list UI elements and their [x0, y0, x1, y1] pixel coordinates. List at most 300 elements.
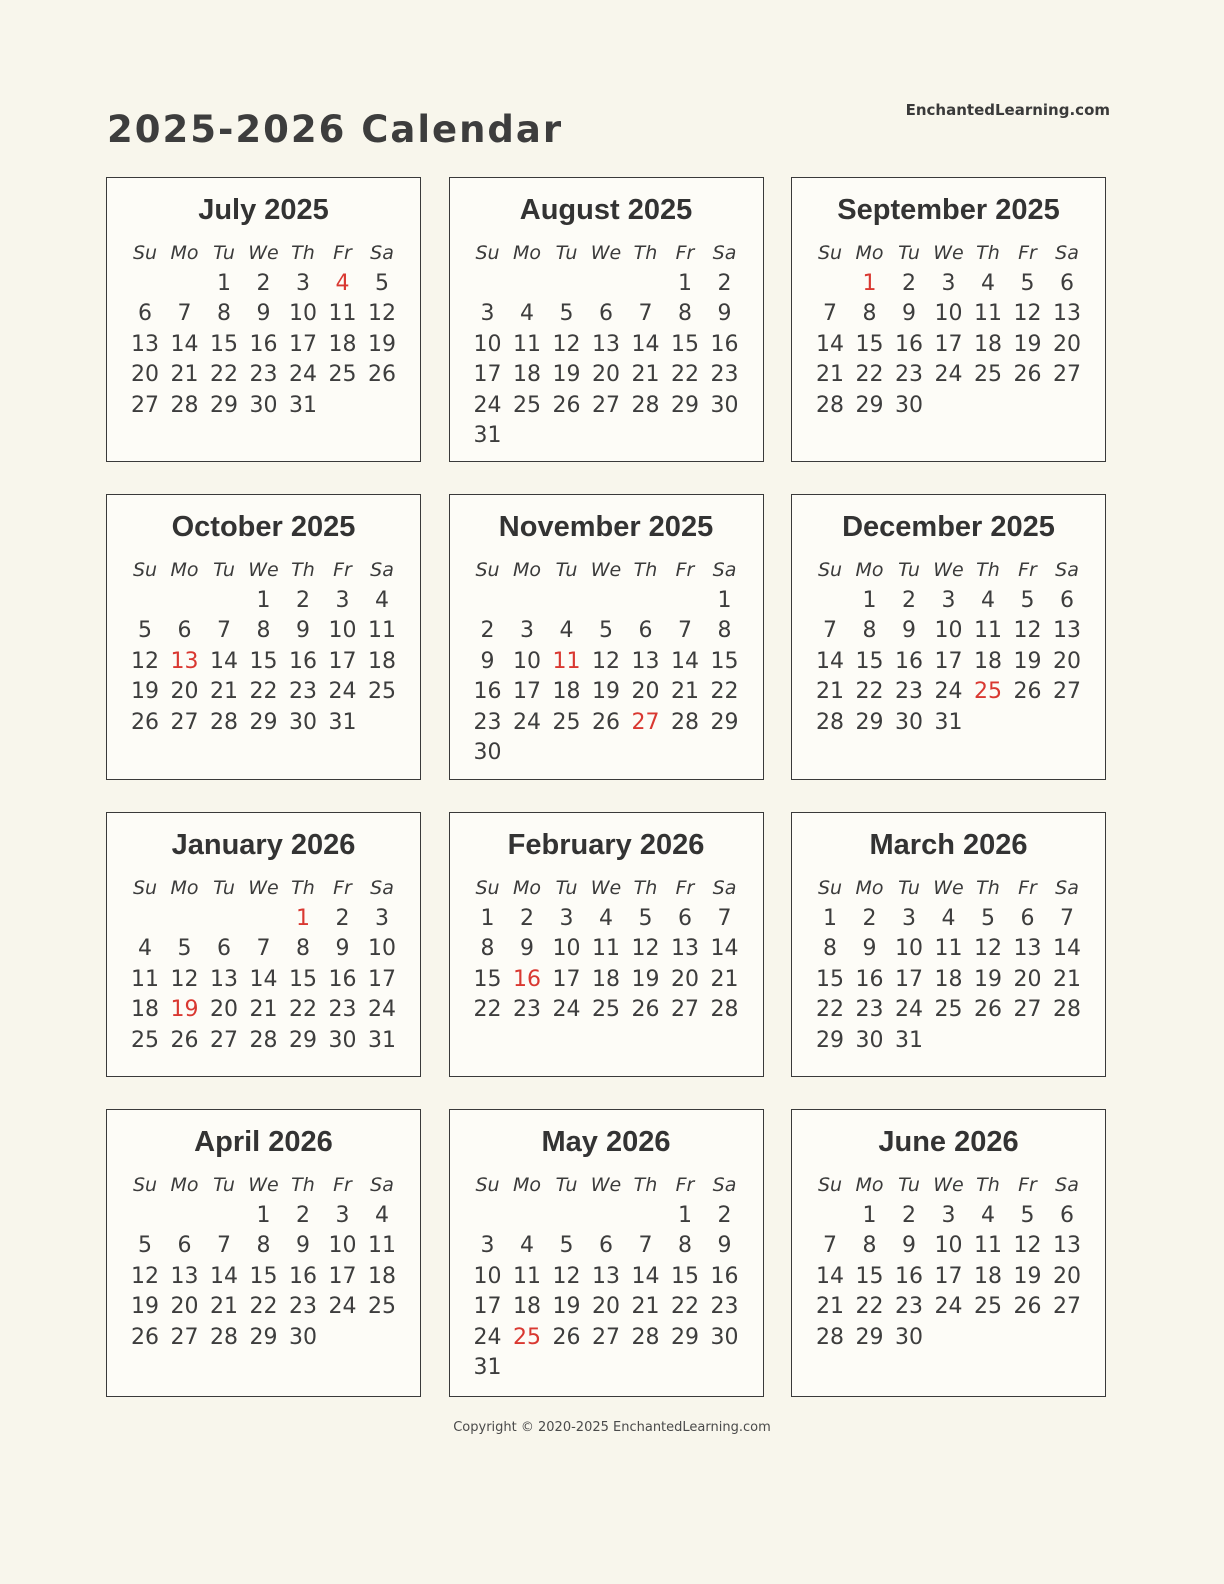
day-cell: 31: [895, 1027, 923, 1053]
day-cell: 24: [289, 362, 317, 387]
day-cell: 24: [473, 1324, 502, 1350]
day-cell: 7: [217, 1233, 231, 1258]
empty-day-cell: [626, 269, 666, 300]
month-title: February 2026: [507, 829, 705, 861]
day-cell: 16: [289, 1263, 317, 1289]
day-cell: 17: [289, 331, 317, 357]
day-cell: 23: [289, 1294, 317, 1319]
day-of-week-header: We: [248, 877, 279, 899]
empty-day-cell: [665, 738, 705, 769]
holiday-day-cell: 1: [862, 270, 877, 296]
day-cell: 30: [289, 709, 317, 735]
month-card-october-2025: [106, 494, 421, 780]
empty-day-cell: [125, 269, 165, 300]
day-cell: 29: [816, 1027, 844, 1053]
empty-day-cell: [125, 586, 165, 617]
page-title: 2025-2026 Calendar: [107, 108, 564, 151]
day-of-week-header: Sa: [712, 559, 737, 581]
day-cell: 17: [328, 1263, 357, 1289]
day-cell: 10: [552, 936, 581, 961]
day-cell: 6: [1060, 270, 1074, 296]
day-cell: 7: [1060, 905, 1074, 931]
day-cell: 29: [855, 392, 884, 418]
day-cell: 21: [210, 1294, 238, 1319]
copyright-notice: Copyright © 2020-2025 EnchantedLearning.com: [453, 1420, 771, 1435]
day-cell: 30: [855, 1027, 884, 1053]
day-cell: 1: [862, 587, 877, 613]
day-cell: 13: [210, 966, 238, 992]
day-cell: 30: [249, 392, 278, 418]
day-cell: 18: [368, 648, 396, 674]
day-cell: 10: [328, 618, 357, 643]
day-of-week-header: Su: [817, 559, 843, 581]
day-of-week-header: Th: [976, 242, 1000, 264]
day-cell: 6: [1020, 905, 1035, 931]
day-cell: 14: [710, 936, 739, 961]
day-cell: 13: [671, 936, 699, 961]
day-cell: 3: [941, 270, 956, 296]
day-cell: 9: [296, 1233, 310, 1258]
empty-day-cell: [929, 391, 969, 422]
day-cell: 20: [1053, 331, 1081, 357]
day-of-week-header: Sa: [370, 242, 394, 264]
day-cell: 25: [131, 1027, 159, 1053]
month-table: [468, 1170, 745, 1384]
day-of-week-header: Mo: [855, 242, 884, 264]
day-of-week-header: Mo: [512, 242, 542, 264]
day-cell: 3: [559, 905, 574, 931]
day-cell: 24: [473, 392, 502, 418]
day-cell: 20: [210, 997, 238, 1022]
empty-day-cell: [165, 586, 205, 617]
day-of-week-header: Fr: [1018, 559, 1037, 581]
day-cell: 30: [710, 1324, 739, 1350]
day-of-week-header: Su: [132, 242, 158, 264]
day-cell: 25: [513, 392, 541, 418]
holiday-day-cell: 25: [513, 1324, 541, 1350]
day-cell: 16: [895, 331, 923, 357]
day-of-week-header: Sa: [712, 1174, 737, 1196]
holiday-day-cell: 27: [631, 709, 660, 735]
day-cell: 14: [631, 331, 660, 357]
day-cell: 7: [823, 618, 837, 643]
holiday-day-cell: 1: [296, 905, 310, 931]
day-cell: 23: [249, 362, 278, 387]
month-table: [810, 1170, 1087, 1353]
day-cell: 12: [1013, 1233, 1042, 1258]
day-cell: 9: [717, 1233, 732, 1258]
day-cell: 5: [375, 270, 389, 296]
day-cell: 6: [638, 618, 653, 643]
day-of-week-header: We: [590, 242, 622, 264]
day-cell: 13: [592, 331, 620, 357]
day-cell: 27: [131, 392, 159, 418]
day-cell: 26: [552, 1324, 581, 1350]
month-card-september-2025: [791, 177, 1106, 462]
day-cell: 18: [368, 1263, 396, 1289]
day-of-week-header: Mo: [855, 1174, 884, 1196]
day-cell: 4: [520, 301, 534, 326]
empty-day-cell: [626, 738, 666, 769]
day-cell: 24: [328, 1294, 357, 1319]
day-of-week-header: Sa: [712, 242, 737, 264]
day-cell: 17: [895, 966, 923, 992]
holiday-day-cell: 13: [170, 648, 199, 674]
month-title: November 2025: [498, 511, 714, 543]
day-cell: 31: [328, 709, 357, 735]
month-table: [468, 873, 745, 1026]
day-cell: 19: [131, 1294, 159, 1319]
day-cell: 4: [981, 587, 995, 613]
day-cell: 26: [1013, 679, 1042, 704]
day-cell: 1: [678, 270, 692, 296]
day-cell: 14: [210, 648, 238, 674]
day-cell: 15: [473, 966, 502, 992]
empty-day-cell: [547, 1353, 587, 1384]
day-of-week-header: Su: [132, 559, 158, 581]
day-of-week-header: We: [933, 242, 964, 264]
day-cell: 15: [855, 331, 884, 357]
empty-day-cell: [547, 1201, 587, 1232]
day-cell: 7: [638, 301, 653, 326]
day-cell: 31: [368, 1027, 396, 1053]
day-cell: 1: [717, 587, 732, 613]
day-cell: 8: [678, 1233, 692, 1258]
day-cell: 20: [131, 362, 159, 387]
day-cell: 20: [592, 1294, 620, 1319]
day-cell: 3: [375, 905, 389, 931]
day-cell: 27: [1053, 362, 1081, 387]
day-cell: 26: [974, 997, 1002, 1022]
day-of-week-header: Su: [475, 1174, 500, 1196]
day-cell: 7: [177, 301, 192, 326]
month-table: [468, 238, 745, 452]
day-cell: 11: [974, 1233, 1002, 1258]
day-cell: 25: [552, 709, 581, 735]
day-cell: 26: [131, 1324, 159, 1350]
day-cell: 23: [895, 679, 923, 704]
day-cell: 4: [138, 936, 152, 961]
day-of-week-header: Fr: [333, 877, 352, 899]
day-cell: 6: [217, 936, 231, 961]
day-cell: 12: [368, 301, 396, 326]
day-cell: 27: [1053, 679, 1081, 704]
empty-day-cell: [468, 586, 508, 617]
empty-day-cell: [626, 1353, 666, 1384]
day-cell: 16: [473, 679, 502, 704]
day-cell: 7: [678, 618, 692, 643]
day-cell: 2: [717, 270, 732, 296]
day-cell: 24: [328, 679, 357, 704]
day-cell: 12: [170, 966, 199, 992]
day-cell: 2: [717, 1202, 732, 1228]
day-cell: 18: [974, 331, 1002, 357]
month-title: May 2026: [541, 1126, 671, 1158]
day-cell: 11: [513, 1263, 541, 1289]
empty-day-cell: [507, 421, 547, 452]
day-cell: 9: [256, 301, 271, 326]
day-cell: 18: [592, 966, 620, 992]
day-cell: 22: [855, 1294, 884, 1319]
holiday-day-cell: 4: [335, 270, 350, 296]
day-cell: 27: [592, 392, 620, 418]
empty-day-cell: [586, 1353, 626, 1384]
day-cell: 24: [895, 997, 923, 1022]
day-cell: 29: [855, 1324, 884, 1350]
day-cell: 26: [552, 392, 581, 418]
day-cell: 10: [328, 1233, 357, 1258]
day-cell: 11: [934, 936, 963, 961]
day-cell: 7: [823, 301, 837, 326]
day-cell: 5: [599, 618, 613, 643]
day-cell: 11: [368, 618, 396, 643]
day-cell: 11: [592, 936, 620, 961]
day-cell: 21: [170, 362, 199, 387]
empty-day-cell: [586, 1201, 626, 1232]
page-header: [106, 0, 1110, 177]
day-cell: 10: [934, 618, 963, 643]
day-cell: 3: [296, 270, 310, 296]
day-cell: 17: [934, 1263, 963, 1289]
day-cell: 3: [520, 618, 534, 643]
day-cell: 10: [895, 936, 923, 961]
day-cell: 21: [816, 679, 844, 704]
day-cell: 1: [480, 905, 495, 931]
month-title: January 2026: [171, 829, 356, 861]
empty-day-cell: [507, 1353, 547, 1384]
day-cell: 15: [210, 331, 238, 357]
empty-day-cell: [705, 1353, 745, 1384]
day-of-week-header: Mo: [512, 877, 542, 899]
day-cell: 1: [862, 1202, 877, 1228]
day-cell: 17: [513, 679, 541, 704]
empty-day-cell: [323, 1323, 363, 1354]
day-cell: 26: [368, 362, 396, 387]
day-cell: 8: [862, 618, 877, 643]
day-of-week-header: Fr: [1018, 877, 1037, 899]
day-cell: 5: [177, 936, 192, 961]
empty-day-cell: [929, 1323, 969, 1354]
day-of-week-header: Fr: [333, 1174, 352, 1196]
day-cell: 15: [710, 648, 739, 674]
day-of-week-header: Sa: [1055, 877, 1079, 899]
day-cell: 28: [210, 709, 238, 735]
day-of-week-header: We: [590, 559, 622, 581]
day-of-week-header: Mo: [512, 1174, 542, 1196]
day-cell: 19: [552, 1294, 581, 1319]
day-cell: 20: [1053, 1263, 1081, 1289]
day-cell: 26: [1013, 362, 1042, 387]
day-of-week-header: Th: [291, 1174, 315, 1196]
day-cell: 16: [855, 966, 884, 992]
day-cell: 2: [296, 1202, 310, 1228]
day-cell: 22: [249, 1294, 278, 1319]
day-cell: 28: [631, 1324, 660, 1350]
day-cell: 14: [671, 648, 699, 674]
month-card-july-2025: [106, 177, 421, 462]
day-cell: 18: [934, 966, 963, 992]
day-cell: 1: [217, 270, 231, 296]
day-cell: 31: [934, 709, 963, 735]
day-cell: 27: [592, 1324, 620, 1350]
day-of-week-header: Su: [817, 877, 843, 899]
day-cell: 19: [1013, 331, 1042, 357]
holiday-day-cell: 25: [974, 679, 1002, 704]
day-cell: 3: [902, 905, 916, 931]
day-cell: 1: [823, 905, 837, 931]
day-cell: 8: [256, 618, 271, 643]
month-card-april-2026: [106, 1109, 421, 1397]
day-cell: 25: [592, 997, 620, 1022]
day-cell: 12: [592, 648, 620, 674]
day-of-week-header: Su: [817, 1174, 843, 1196]
day-cell: 7: [256, 936, 271, 961]
empty-day-cell: [1047, 391, 1087, 422]
day-cell: 28: [170, 392, 199, 418]
empty-day-cell: [547, 586, 587, 617]
empty-day-cell: [705, 738, 745, 769]
day-cell: 13: [1053, 618, 1081, 643]
day-cell: 11: [513, 331, 541, 357]
month-table: [125, 873, 402, 1056]
month-card-june-2026: [791, 1109, 1106, 1397]
day-cell: 7: [823, 1233, 837, 1258]
day-cell: 23: [895, 1294, 923, 1319]
empty-day-cell: [586, 269, 626, 300]
day-cell: 19: [1013, 1263, 1042, 1289]
day-cell: 11: [974, 618, 1002, 643]
empty-day-cell: [1008, 1026, 1048, 1057]
day-cell: 31: [473, 423, 502, 448]
day-of-week-header: Tu: [898, 242, 920, 264]
day-cell: 13: [131, 331, 159, 357]
day-of-week-header: Su: [475, 559, 500, 581]
day-cell: 30: [328, 1027, 357, 1053]
day-cell: 26: [131, 709, 159, 735]
day-cell: 26: [170, 1027, 199, 1053]
day-of-week-header: Fr: [333, 559, 352, 581]
day-cell: 30: [895, 392, 923, 418]
empty-day-cell: [626, 586, 666, 617]
empty-day-cell: [547, 269, 587, 300]
day-of-week-header: Fr: [675, 1174, 695, 1196]
day-cell: 29: [855, 709, 884, 735]
empty-day-cell: [968, 1026, 1008, 1057]
day-cell: 3: [941, 1202, 956, 1228]
day-of-week-header: Su: [475, 242, 500, 264]
day-cell: 9: [480, 648, 495, 674]
month-title: March 2026: [869, 829, 1028, 861]
day-cell: 17: [328, 648, 357, 674]
month-title: August 2025: [519, 194, 693, 226]
day-of-week-header: Th: [976, 1174, 1000, 1196]
day-cell: 22: [671, 1294, 699, 1319]
month-card-march-2026: [791, 812, 1106, 1077]
day-cell: 15: [671, 1263, 699, 1289]
day-cell: 15: [289, 966, 317, 992]
day-cell: 11: [328, 301, 357, 326]
day-cell: 15: [671, 331, 699, 357]
day-cell: 12: [131, 648, 159, 674]
day-cell: 20: [671, 966, 699, 992]
day-cell: 18: [974, 648, 1002, 674]
day-cell: 20: [170, 1294, 199, 1319]
day-cell: 28: [710, 997, 739, 1022]
month-card-january-2026: [106, 812, 421, 1077]
day-cell: 13: [1053, 301, 1081, 326]
day-cell: 10: [473, 331, 502, 357]
empty-day-cell: [665, 421, 705, 452]
day-of-week-header: Tu: [213, 242, 235, 264]
day-cell: 14: [170, 331, 199, 357]
day-cell: 1: [256, 1202, 271, 1228]
day-cell: 21: [1053, 966, 1081, 992]
day-of-week-header: Tu: [213, 877, 235, 899]
month-table: [468, 555, 745, 769]
day-cell: 23: [710, 1294, 739, 1319]
day-cell: 14: [210, 1263, 238, 1289]
day-of-week-header: Th: [291, 877, 315, 899]
holiday-day-cell: 11: [552, 648, 581, 674]
day-cell: 24: [934, 679, 963, 704]
day-of-week-header: Fr: [675, 242, 695, 264]
day-cell: 20: [631, 679, 660, 704]
month-table: [125, 238, 402, 421]
empty-day-cell: [125, 904, 165, 935]
day-of-week-header: Tu: [898, 1174, 920, 1196]
day-cell: 6: [1060, 587, 1074, 613]
day-cell: 21: [816, 362, 844, 387]
day-cell: 17: [473, 362, 502, 387]
day-of-week-header: Fr: [1018, 242, 1037, 264]
day-cell: 25: [974, 1294, 1002, 1319]
day-cell: 6: [177, 1233, 192, 1258]
day-cell: 25: [328, 362, 357, 387]
day-of-week-header: Th: [976, 877, 1000, 899]
day-cell: 22: [855, 362, 884, 387]
day-cell: 28: [210, 1324, 238, 1350]
empty-day-cell: [547, 738, 587, 769]
day-cell: 16: [249, 331, 278, 357]
day-cell: 17: [552, 966, 581, 992]
day-cell: 17: [934, 648, 963, 674]
month-table: [810, 555, 1087, 738]
day-cell: 14: [816, 331, 844, 357]
site-name: EnchantedLearning.com: [905, 101, 1110, 119]
day-cell: 6: [177, 618, 192, 643]
day-of-week-header: We: [933, 877, 964, 899]
empty-day-cell: [165, 904, 205, 935]
day-cell: 16: [328, 966, 357, 992]
day-cell: 4: [599, 905, 613, 931]
day-cell: 2: [520, 905, 534, 931]
empty-day-cell: [507, 738, 547, 769]
day-of-week-header: Tu: [555, 559, 578, 581]
month-title: December 2025: [842, 511, 1055, 543]
day-of-week-header: We: [590, 877, 622, 899]
day-cell: 4: [559, 618, 574, 643]
day-cell: 30: [895, 1324, 923, 1350]
day-of-week-header: Sa: [370, 559, 394, 581]
day-cell: 4: [375, 587, 389, 613]
day-cell: 29: [671, 1324, 699, 1350]
day-cell: 13: [1013, 936, 1042, 961]
empty-day-cell: [665, 1353, 705, 1384]
day-cell: 24: [552, 997, 581, 1022]
empty-day-cell: [1008, 708, 1048, 739]
day-cell: 12: [1013, 301, 1042, 326]
day-cell: 21: [816, 1294, 844, 1319]
